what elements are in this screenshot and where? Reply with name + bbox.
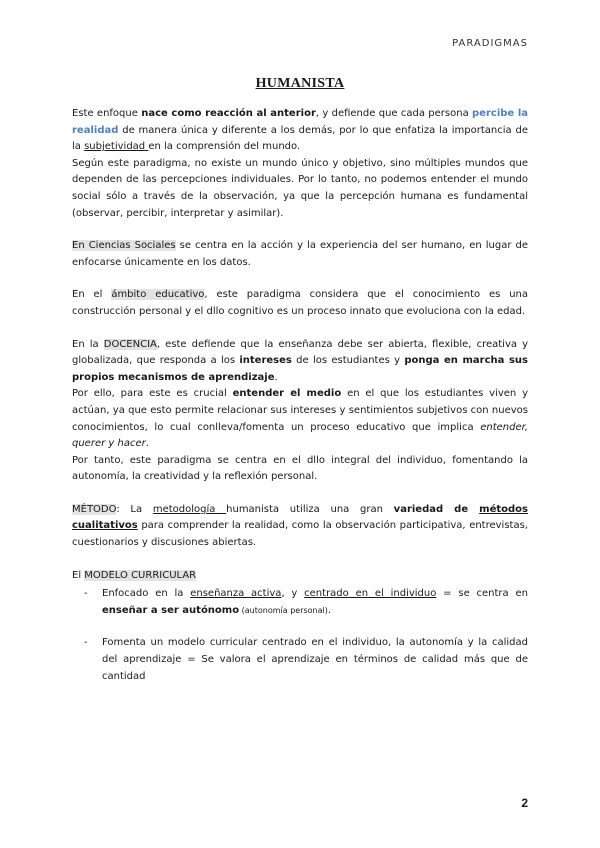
highlighted-text: ámbito educativo (111, 289, 205, 301)
underlined-text: subjetividad (84, 141, 149, 153)
page-number: 2 (521, 796, 528, 810)
list-spacer (72, 619, 528, 635)
section-header: PARADIGMAS (452, 38, 528, 49)
underlined-text: centrado en el individuo (304, 588, 437, 600)
curricular-model-heading: El MODELO CURRICULAR (72, 569, 197, 581)
social-sciences-paragraph: En Ciencias Sociales se centra en la acción y la experiencia del ser humano, en lugar de enfocarse únicamente en los datos. (72, 240, 528, 268)
emphasis-text: entender el medio (232, 388, 342, 400)
highlighted-text: DOCENCIA (103, 338, 157, 350)
subjectivity-paragraph: Según este paradigma, no existe un mundo único y objetivo, sino múltiples mundos que dependen de las percepciones individuales. Por lo tanto, no podemos entender el mundo social sólo a través de la observación, ya que la percepción humana es fundamental (observar, percibir, interpretar y asimilar). (72, 157, 528, 219)
dash-bullet-icon: - (84, 637, 88, 649)
integral-development-paragraph: Por tanto, este paradigma se centra en el dllo integral del individuo, fomentando la autonomía, la creatividad y la reflexión personal. (72, 454, 528, 483)
highlighted-text: MÉTODO (72, 503, 117, 515)
dash-bullet-icon: - (84, 588, 88, 600)
document-body (72, 106, 528, 685)
emphasis-underlined-text: métodos cualitativos (72, 503, 528, 532)
underlined-text: metodología (152, 503, 227, 515)
intro-paragraph: Este enfoque nace como reacción al anterior, y defiende que cada persona percibe la realidad de manera única y diferente a los demás, por lo que enfatiza la importancia de la subjetividad en la comprensión del mundo. (72, 108, 528, 153)
underlined-text: enseñanza activa (190, 588, 282, 600)
emphasis-text: ponga en marcha sus propios mecanismos de aprendizaje (72, 355, 528, 383)
small-note-text: (autonomía personal) (239, 605, 328, 615)
curricular-model-list (72, 586, 528, 685)
page-title: HUMANISTA (255, 76, 345, 91)
emphasis-text: enseñar a ser autónomo (102, 604, 240, 616)
method-paragraph: MÉTODO: La metodología humanista utiliza una gran variedad de métodos cualitativos para comprender la realidad, como la observación participativa, entrevistas, cuestionarios y discusiones abiertas. (72, 503, 528, 549)
highlighted-text: En Ciencias Sociales (72, 240, 176, 252)
highlighted-text: MODELO CURRICULAR (84, 569, 197, 581)
educational-field-paragraph: En el ámbito educativo, este paradigma considera que el conocimiento es una construcción personal y el dllo cognitivo es un proceso innato que evoluciona con la edad. (72, 289, 528, 317)
list-item: - Fomenta un modelo curricular centrado en el individuo, la autonomía y la calidad del aprendizaje = Se valora el aprendizaje en términos de calidad más que de cantidad (84, 637, 528, 682)
emphasis-text: variedad de (393, 503, 480, 515)
environment-paragraph: Por ello, para este es crucial entender el medio en el que los estudiantes viven y actúan, ya que esto permite relacionar sus intereses y sentimientos subjetivos con nuevos conocimientos, lo cual conlleva/fomenta un proceso educativo que implica entender, querer y hacer. (72, 388, 529, 450)
italic-text: entender, querer y hacer (72, 421, 528, 450)
emphasis-text: intereses (239, 355, 292, 367)
teaching-paragraph: En la DOCENCIA, este defiende que la enseñanza debe ser abierta, flexible, creativa y globalizada, que responda a los intereses de los estudiantes y ponga en marcha sus propios mecanismos de aprendizaje. (72, 338, 528, 383)
emphasis-text: nace como reacción al anterior (141, 108, 316, 119)
highlight-blue-text: percibe la realidad (72, 108, 528, 136)
list-item: - Enfocado en la enseñanza activa, y centrado en el individuo = se centra en enseñar a ser autónomo (autonomía personal). (84, 588, 528, 616)
